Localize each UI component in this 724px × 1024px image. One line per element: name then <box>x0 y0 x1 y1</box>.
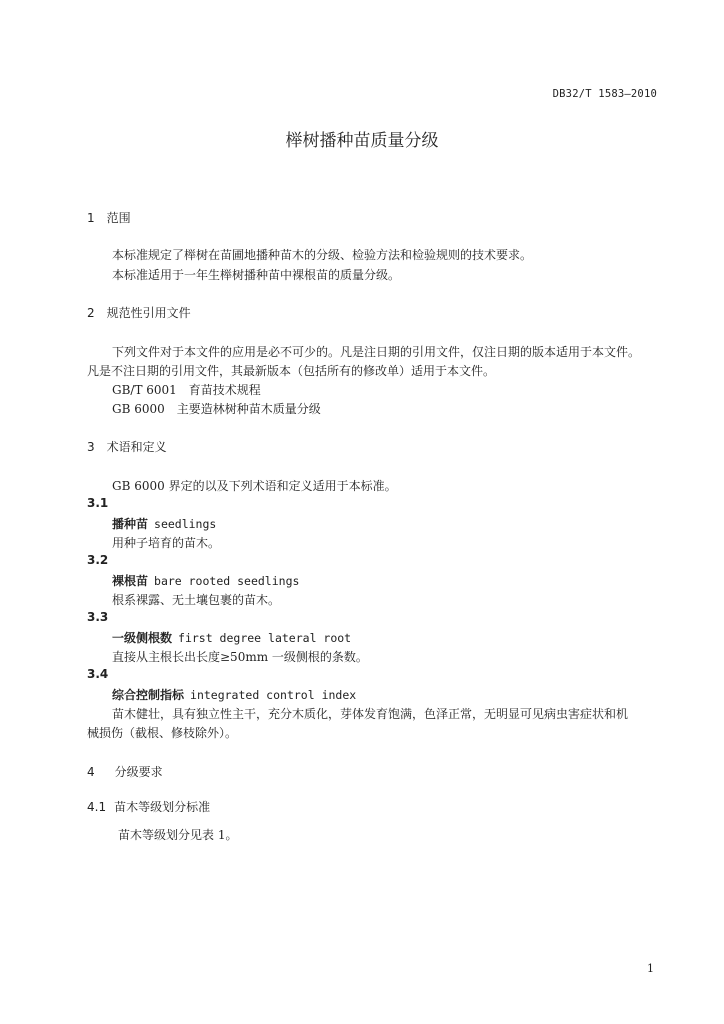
term-cn: 综合控制指标 <box>112 688 185 702</box>
term-number: 3.4 <box>87 667 109 681</box>
term-name <box>112 629 351 646</box>
term-definition: 用种子培育的苗木。 <box>112 536 221 550</box>
term-definition: 苗木健壮，具有独立性主干，充分木质化，芽体发育饱满，色泽正常，无明显可见病虫害症状和机 <box>112 707 629 721</box>
reference-item: GB/T 6001 育苗技术规程 <box>112 383 261 397</box>
term-cn: 播种苗 <box>112 517 149 531</box>
section-2-heading <box>87 304 191 321</box>
standard-code: DB32/T 1583—2010 <box>552 88 657 100</box>
term-number: 3.1 <box>87 496 109 510</box>
term-en: bare rooted seedlings <box>154 574 300 588</box>
term-en: first degree lateral root <box>178 631 352 645</box>
section-title: 分级要求 <box>114 765 163 779</box>
paragraph: GB 6000 界定的以及下列术语和定义适用于本标准。 <box>112 479 397 493</box>
term-en: seedlings <box>154 517 217 531</box>
term-number: 3.2 <box>87 553 109 567</box>
paragraph-continuation: 凡是不注日期的引用文件，其最新版本（包括所有的修改单）适用于本文件。 <box>87 364 496 378</box>
paragraph: 苗木等级划分见表 1。 <box>118 828 238 842</box>
reference-item: GB 6000 主要造林树种苗木质量分级 <box>112 402 321 416</box>
section-3-heading <box>87 438 167 455</box>
subsection-title: 苗木等级划分标准 <box>114 800 211 814</box>
term-cn: 一级侧根数 <box>112 631 173 645</box>
term-en: integrated control index <box>190 688 357 702</box>
paragraph: 下列文件对于本文件的应用是必不可少的。凡是注日期的引用文件，仅注日期的版本适用于本文件。 <box>112 345 641 359</box>
term-number: 3.3 <box>87 610 109 624</box>
term-definition-continuation: 械损伤（截根、修枝除外）。 <box>87 726 238 740</box>
paragraph: 本标准规定了榉树在苗圃地播种苗木的分级、检验方法和检验规则的技术要求。 <box>112 248 533 262</box>
section-title: 范围 <box>106 211 131 225</box>
paragraph: 本标准适用于一年生榉树播种苗中裸根苗的质量分级。 <box>112 268 401 282</box>
term-name <box>112 686 356 703</box>
subsection-number: 4.1 <box>87 800 107 814</box>
section-number: 1 <box>87 211 95 225</box>
page-number: 1 <box>647 962 654 975</box>
document-title: 榉树播种苗质量分级 <box>285 131 439 151</box>
term-definition: 根系裸露、无土壤包裹的苗木。 <box>112 593 281 607</box>
section-number: 3 <box>87 440 95 454</box>
term-name <box>112 515 216 532</box>
subsection-4-1-heading <box>87 798 210 815</box>
section-4-heading <box>87 763 163 780</box>
section-1-heading <box>87 209 131 226</box>
term-name <box>112 572 299 589</box>
section-title: 规范性引用文件 <box>106 306 191 320</box>
section-number: 4 <box>87 765 95 779</box>
section-number: 2 <box>87 306 95 320</box>
section-title: 术语和定义 <box>106 440 167 454</box>
term-cn: 裸根苗 <box>112 574 149 588</box>
term-definition: 直接从主根长出长度≥50mm 一级侧根的条数。 <box>112 650 368 664</box>
